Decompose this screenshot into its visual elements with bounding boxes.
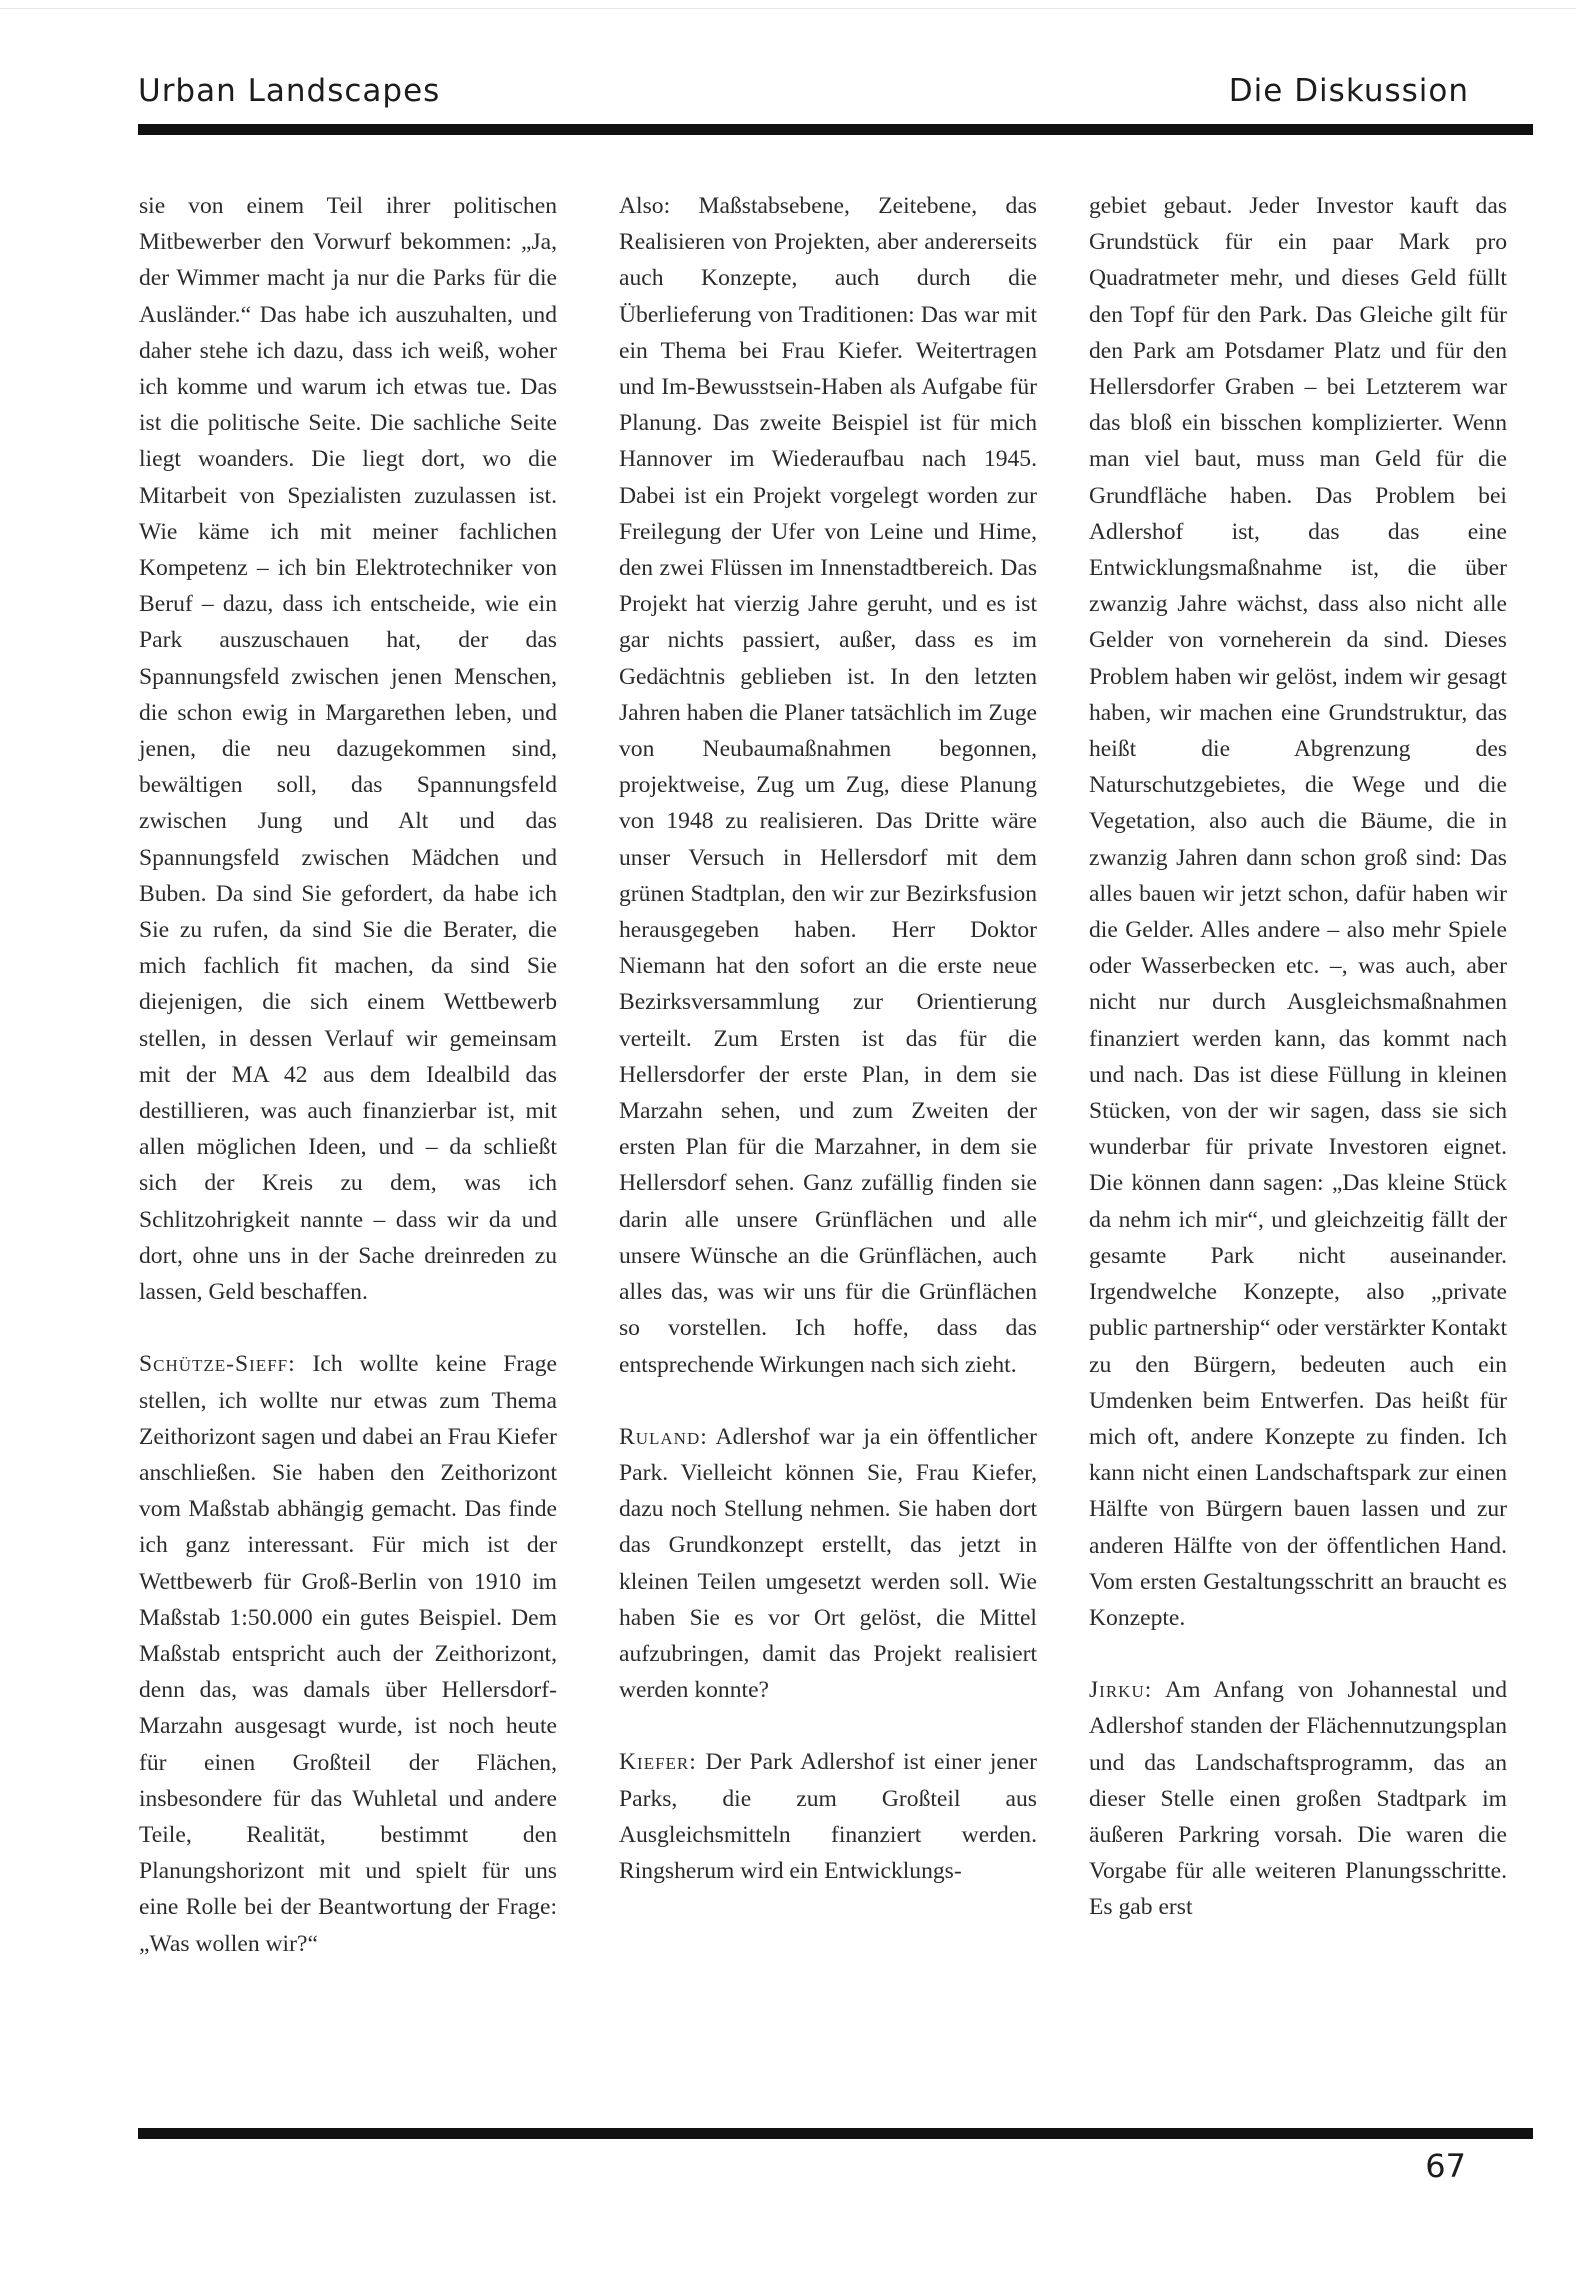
- page-number: 67: [1425, 2147, 1466, 2185]
- paragraph: [619, 188, 1037, 1383]
- paragraph-text: Adlershof war ja ein öffentlicher Park. Vielleicht können Sie, Frau Kiefer, dazu noch Stellung nehmen. Sie haben dort das Grundkonzept erstellt, das jetzt in kleinen Teilen umgesetzt werden soll. Wie haben Sie es vor Ort gelöst, die Mittel aufzubringen, damit das Projekt realisiert werden konnte?: [619, 1423, 1037, 1704]
- running-header-section: Die Diskussion: [1228, 73, 1469, 109]
- top-edge-line: [0, 8, 1576, 9]
- speaker-name: Ruland:: [619, 1423, 708, 1450]
- speaker-name: Schütze-Sieff:: [139, 1351, 296, 1378]
- speaker-name: Kiefer:: [619, 1749, 697, 1776]
- text-column-2: [619, 188, 1037, 1925]
- paragraph: [139, 1346, 557, 1961]
- header-rule: [138, 124, 1533, 135]
- paragraph-text: Der Park Adlershof ist einer jener Parks, die zum Großteil aus Ausgleichsmitteln finanziert werden. Ringsherum wird ein Entwicklungs-: [619, 1749, 1037, 1884]
- paragraph-text: sie von einem Teil ihrer politischen Mitbewerber den Vorwurf bekommen: „Ja, der Wimmer macht ja nur die Parks für die Ausländer.“ Das habe ich auszuhalten, und daher stehe ich dazu, dass ich weiß, woher ich komme und warum ich etwas tue. Das ist die politische Seite. Die sachliche Seite liegt woanders. Die liegt dort, wo die Mitarbeit von Spezialisten zuzulassen ist. Wie käme ich mit meiner fachlichen Kompetenz – ich bin Elektrotechniker von Beruf – dazu, dass ich entscheide, wie ein Park auszuschauen hat, der das Spannungsfeld zwischen jenen Menschen, die schon ewig in Margarethen leben, und jenen, die neu dazugekommen sind, bewältigen soll, das Spannungsfeld zwischen Jung und Alt und das Spannungsfeld zwischen Mädchen und Buben. Da sind Sie gefordert, da habe ich Sie zu rufen, da sind Sie die Berater, die mich fachlich fit machen, da sind Sie diejenigen, die sich einem Wettbewerb stellen, in dessen Verlauf wir gemeinsam mit der MA 42 aus dem Idealbild das destillieren, was auch finanzierbar ist, mit allen möglichen Ideen, und – da schließt sich der Kreis zu dem, was ich Schlitzohrigkeit nannte – dass wir da und dort, ohne uns in der Sache dreinreden zu lassen, Geld beschaffen.: [139, 193, 557, 1306]
- paragraph-text: gebiet gebaut. Jeder Investor kauft das Grundstück für ein paar Mark pro Quadratmeter mehr, und dieses Geld füllt den Topf für den Park. Das Gleiche gilt für den Park am Potsdamer Platz und für den Hellersdorfer Graben – bei Letzterem war das bloß ein bisschen komplizierter. Wenn man viel baut, muss man Geld für die Grundfläche haben. Das Problem bei Adlershof ist, das das eine Entwicklungsmaßnahme ist, die über zwanzig Jahre wächst, dass also nicht alle Gelder von vorneherein da sind. Dieses Problem haben wir gelöst, indem wir gesagt haben, wir machen eine Grundstruktur, das heißt die Abgrenzung des Naturschutzgebietes, die Wege und die Vegetation, also auch die Bäume, die in zwanzig Jahren dann schon groß sind: Das alles bauen wir jetzt schon, dafür haben wir die Gelder. Alles andere – also mehr Spiele oder Wasserbecken etc. –, was auch, aber nicht nur durch Ausgleichsmaßnahmen finanziert werden kann, das kommt nach und nach. Das ist diese Füllung in kleinen Stücken, von der wir sagen, dass sie sich wunderbar für private Investoren eignet. Die können dann sagen: „Das kleine Stück da nehm ich mir“, und gleichzeitig fällt der gesamte Park nicht auseinander. Irgendwelche Konzepte, also „private public partnership“ oder verstärkter Kontakt zu den Bürgern, bedeuten auch ein Umdenken beim Entwerfen. Das heißt für mich oft, andere Konzepte zu finden. Ich kann nicht einen Landschaftspark zur einen Hälfte von Bürgern bauen lassen und zur anderen Hälfte von der öffentlichen Hand. Vom ersten Gestaltungsschritt an braucht es Konzepte.: [1089, 193, 1507, 1631]
- footer-rule: [138, 2128, 1533, 2139]
- text-column-3: [1089, 188, 1507, 1962]
- paragraph: [1089, 188, 1507, 1636]
- paragraph-text: Ich wollte keine Frage stellen, ich wollte nur etwas zum Thema Zeithorizont sagen und dabei an Frau Kiefer anschließen. Sie haben den Zeithorizont vom Maßstab abhängig gemacht. Das finde ich ganz interessant. Für mich ist der Wettbewerb für Groß-Berlin von 1910 im Maßstab 1:50.000 ein gutes Beispiel. Dem Maßstab entspricht auch der Zeithorizont, denn das, was damals über Hellersdorf-Marzahn ausgesagt wurde, ist noch heute für einen Großteil der Flächen, insbesondere für das Wuhletal und andere Teile, Realität, bestimmt den Planungshorizont mit und spielt für uns eine Rolle bei der Beantwortung der Frage: „Was wollen wir?“: [139, 1351, 557, 1957]
- paragraph: [139, 188, 557, 1310]
- speaker-name: Jirku:: [1089, 1677, 1153, 1704]
- paragraph: [619, 1419, 1037, 1709]
- paragraph: [619, 1744, 1037, 1889]
- paragraph-text: Also: Maßstabsebene, Zeitebene, das Realisieren von Projekten, aber andererseits auch Konzepte, auch durch die Überlieferung von Traditionen: Das war mit ein Thema bei Frau Kiefer. Weitertragen und Im-Bewusstsein-Haben als Aufgabe für Planung. Das zweite Beispiel ist für mich Hannover im Wiederaufbau nach 1945. Dabei ist ein Projekt vorgelegt worden zur Freilegung der Ufer von Leine und Hime, den zwei Flüssen im Innenstadtbereich. Das Projekt hat vierzig Jahre geruht, und es ist gar nichts passiert, außer, dass es im Gedächtnis geblieben ist. In den letzten Jahren haben die Planer tatsächlich im Zuge von Neubaumaßnahmen begonnen, projektweise, Zug um Zug, diese Planung von 1948 zu realisieren. Das Dritte wäre unser Versuch in Hellersdorf mit dem grünen Stadtplan, den wir zur Bezirksfusion herausgegeben haben. Herr Doktor Niemann hat den sofort an die erste neue Bezirksversammlung zur Orientierung verteilt. Zum Ersten ist das für die Hellersdorfer der erste Plan, in dem sie Marzahn sehen, und zum Zweiten der ersten Plan für die Marzahner, in dem sie Hellersdorf sehen. Ganz zufällig finden sie darin alle unsere Grünflächen und alle unsere Wünsche an die Grünflächen, auch alles das, was wir uns für die Grünflächen so vorstellen. Ich hoffe, dass das entsprechende Wirkungen nach sich zieht.: [619, 193, 1037, 1378]
- running-header-title: Urban Landscapes: [138, 73, 441, 109]
- text-column-1: [139, 188, 557, 1998]
- paragraph: [1089, 1672, 1507, 1925]
- paragraph-text: Am Anfang von Johannestal und Adlershof standen der Flächennutzungsplan und das Landschaftsprogramm, das an dieser Stelle einen großen Stadtpark im äußeren Parkring vorsah. Die waren die Vorgabe für alle weiteren Planungsschritte. Es gab erst: [1089, 1677, 1507, 1921]
